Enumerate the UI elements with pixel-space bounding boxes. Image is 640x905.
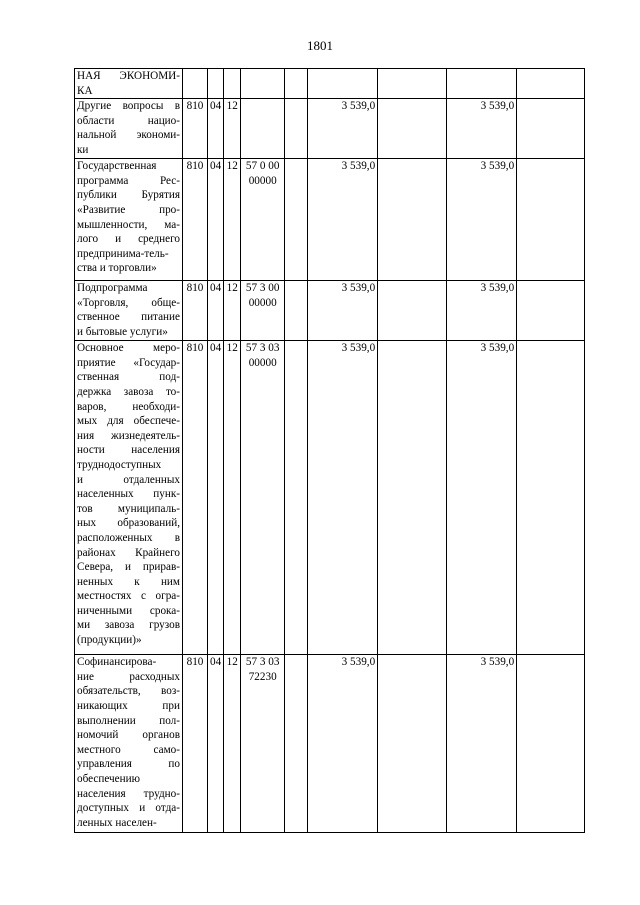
expense-type-cell <box>285 159 308 281</box>
row-name-line: ственное питание <box>77 311 180 324</box>
amount-cell-4 <box>517 159 585 281</box>
table-body <box>75 69 585 833</box>
expense-type-cell <box>285 69 308 99</box>
row-name-line: местного само- <box>77 743 180 756</box>
amount-cell-3: 3 539,0 <box>447 655 517 833</box>
table-row <box>75 69 585 99</box>
row-name-line: предпринима-тель- <box>77 247 169 260</box>
section-code-cell: 04 <box>208 655 224 833</box>
target-article-cell: 57 0 00 00000 <box>241 159 285 281</box>
row-name-line: КА <box>77 84 93 97</box>
row-name-line: ленных населен- <box>77 816 157 829</box>
row-name-line: (продукции)» <box>77 634 142 647</box>
amount-cell-3: 3 539,0 <box>447 341 517 655</box>
budget-table <box>74 68 585 833</box>
row-name-line: ненных к ним <box>77 575 180 588</box>
amount-cell-4 <box>517 281 585 341</box>
amount-cell-1 <box>308 69 378 99</box>
ministry-code-cell: 810 <box>183 281 208 341</box>
row-name-line: обеспечению <box>77 772 140 785</box>
row-name-line: НАЯ ЭКОНОМИ- <box>77 70 180 82</box>
ministry-code-cell <box>183 69 208 99</box>
section-code-cell: 04 <box>208 99 224 159</box>
row-name-line: управления по <box>77 758 180 771</box>
subsection-code-cell: 12 <box>224 655 241 833</box>
row-name-line: ми завоза грузов <box>77 619 180 632</box>
amount-cell-4 <box>517 655 585 833</box>
amount-cell-1: 3 539,0 <box>308 655 378 833</box>
row-name-cell <box>75 655 183 833</box>
row-name-line: публики Бурятия <box>77 189 180 202</box>
amount-cell-2 <box>378 99 447 159</box>
row-name-line: мых для обеспече- <box>77 415 180 428</box>
expense-type-cell <box>285 281 308 341</box>
row-name-line: нальной экономи- <box>77 129 180 142</box>
amount-cell-1: 3 539,0 <box>308 281 378 341</box>
amount-cell-2 <box>378 341 447 655</box>
page-number: 1801 <box>307 38 333 53</box>
table-row <box>75 99 585 159</box>
row-name-line: никающих при <box>77 699 180 712</box>
row-name-line: расположенных в <box>77 531 180 544</box>
amount-cell-3: 3 539,0 <box>447 159 517 281</box>
subsection-code-cell: 12 <box>224 341 241 655</box>
row-name-line: Софинансирова- <box>77 656 157 669</box>
amount-cell-2 <box>378 655 447 833</box>
row-name-line: обязательств, воз- <box>77 685 180 698</box>
row-name-line: выполнении пол- <box>77 714 180 727</box>
row-name-line: тов муниципаль- <box>77 502 180 515</box>
section-code-cell <box>208 69 224 99</box>
subsection-code-cell: 12 <box>224 99 241 159</box>
subsection-code-cell: 12 <box>224 281 241 341</box>
row-name-line: и бытовые услуги» <box>77 325 168 338</box>
section-code-cell: 04 <box>208 341 224 655</box>
row-name-line: ства и торговли» <box>77 262 157 275</box>
row-name-line: ния жизнедеятель- <box>77 429 180 442</box>
amount-cell-1: 3 539,0 <box>308 99 378 159</box>
row-name-line: местностях с огра- <box>77 590 180 603</box>
ministry-code-cell: 810 <box>183 655 208 833</box>
row-name-line: ности населения <box>77 444 180 457</box>
row-name-line: доступных и отда- <box>77 802 180 815</box>
row-name-cell <box>75 99 183 159</box>
target-article-cell: 57 3 00 00000 <box>241 281 285 341</box>
row-name-line: Подпрограмма <box>77 282 148 295</box>
row-name-line: ственная под- <box>77 371 180 384</box>
row-name-cell <box>75 159 183 281</box>
subsection-code-cell <box>224 69 241 99</box>
target-article-cell <box>241 99 285 159</box>
row-name-line: программа Рес- <box>77 174 180 187</box>
ministry-code-cell: 810 <box>183 159 208 281</box>
amount-cell-3: 3 539,0 <box>447 281 517 341</box>
subsection-code-cell: 12 <box>224 159 241 281</box>
row-name-line: ние расходных <box>77 670 180 683</box>
row-name-line: районах Крайнего <box>77 546 180 559</box>
row-name-line: и отдаленных <box>77 473 180 486</box>
row-name-line: населения трудно- <box>77 787 180 800</box>
row-name-line: населенных пунк- <box>77 488 180 501</box>
row-name-line: «Торговля, обще- <box>77 296 180 309</box>
expense-type-cell <box>285 99 308 159</box>
row-name-line: лого и среднего <box>77 233 180 246</box>
expense-type-cell <box>285 341 308 655</box>
expense-type-cell <box>285 655 308 833</box>
amount-cell-4 <box>517 69 585 99</box>
amount-cell-4 <box>517 341 585 655</box>
row-name-line: номочий органов <box>77 729 180 742</box>
section-code-cell: 04 <box>208 159 224 281</box>
target-article-cell <box>241 69 285 99</box>
row-name-line: труднодоступных <box>77 458 162 471</box>
row-name-line: «Развитие про- <box>77 203 180 216</box>
row-name-line: Другие вопросы в <box>77 100 180 113</box>
row-name-cell <box>75 341 183 655</box>
amount-cell-3 <box>447 69 517 99</box>
table-row <box>75 655 585 833</box>
row-name-line: варов, необходи- <box>77 400 180 413</box>
amount-cell-1: 3 539,0 <box>308 341 378 655</box>
row-name-line: ки <box>77 143 89 156</box>
row-name-line: Основное меро- <box>77 342 180 355</box>
amount-cell-2 <box>378 159 447 281</box>
section-code-cell: 04 <box>208 281 224 341</box>
amount-cell-2 <box>378 69 447 99</box>
ministry-code-cell: 810 <box>183 99 208 159</box>
ministry-code-cell: 810 <box>183 341 208 655</box>
amount-cell-2 <box>378 281 447 341</box>
row-name-line: ниченными срока- <box>77 604 180 617</box>
table-row <box>75 281 585 341</box>
row-name-line: приятие «Государ- <box>77 356 180 369</box>
table-row <box>75 341 585 655</box>
row-name-line: держка завоза то- <box>77 385 180 398</box>
row-name-line: мышленности, ма- <box>77 218 180 231</box>
row-name-cell <box>75 69 183 99</box>
row-name-line: Государственная <box>77 160 157 173</box>
amount-cell-4 <box>517 99 585 159</box>
target-article-cell: 57 3 03 72230 <box>241 655 285 833</box>
row-name-line: Севера, и прирав- <box>77 561 180 574</box>
table-row <box>75 159 585 281</box>
amount-cell-1: 3 539,0 <box>308 159 378 281</box>
row-name-line: области нацио- <box>77 114 180 127</box>
amount-cell-3: 3 539,0 <box>447 99 517 159</box>
row-name-cell <box>75 281 183 341</box>
row-name-line: ных образований, <box>77 517 180 530</box>
target-article-cell: 57 3 03 00000 <box>241 341 285 655</box>
